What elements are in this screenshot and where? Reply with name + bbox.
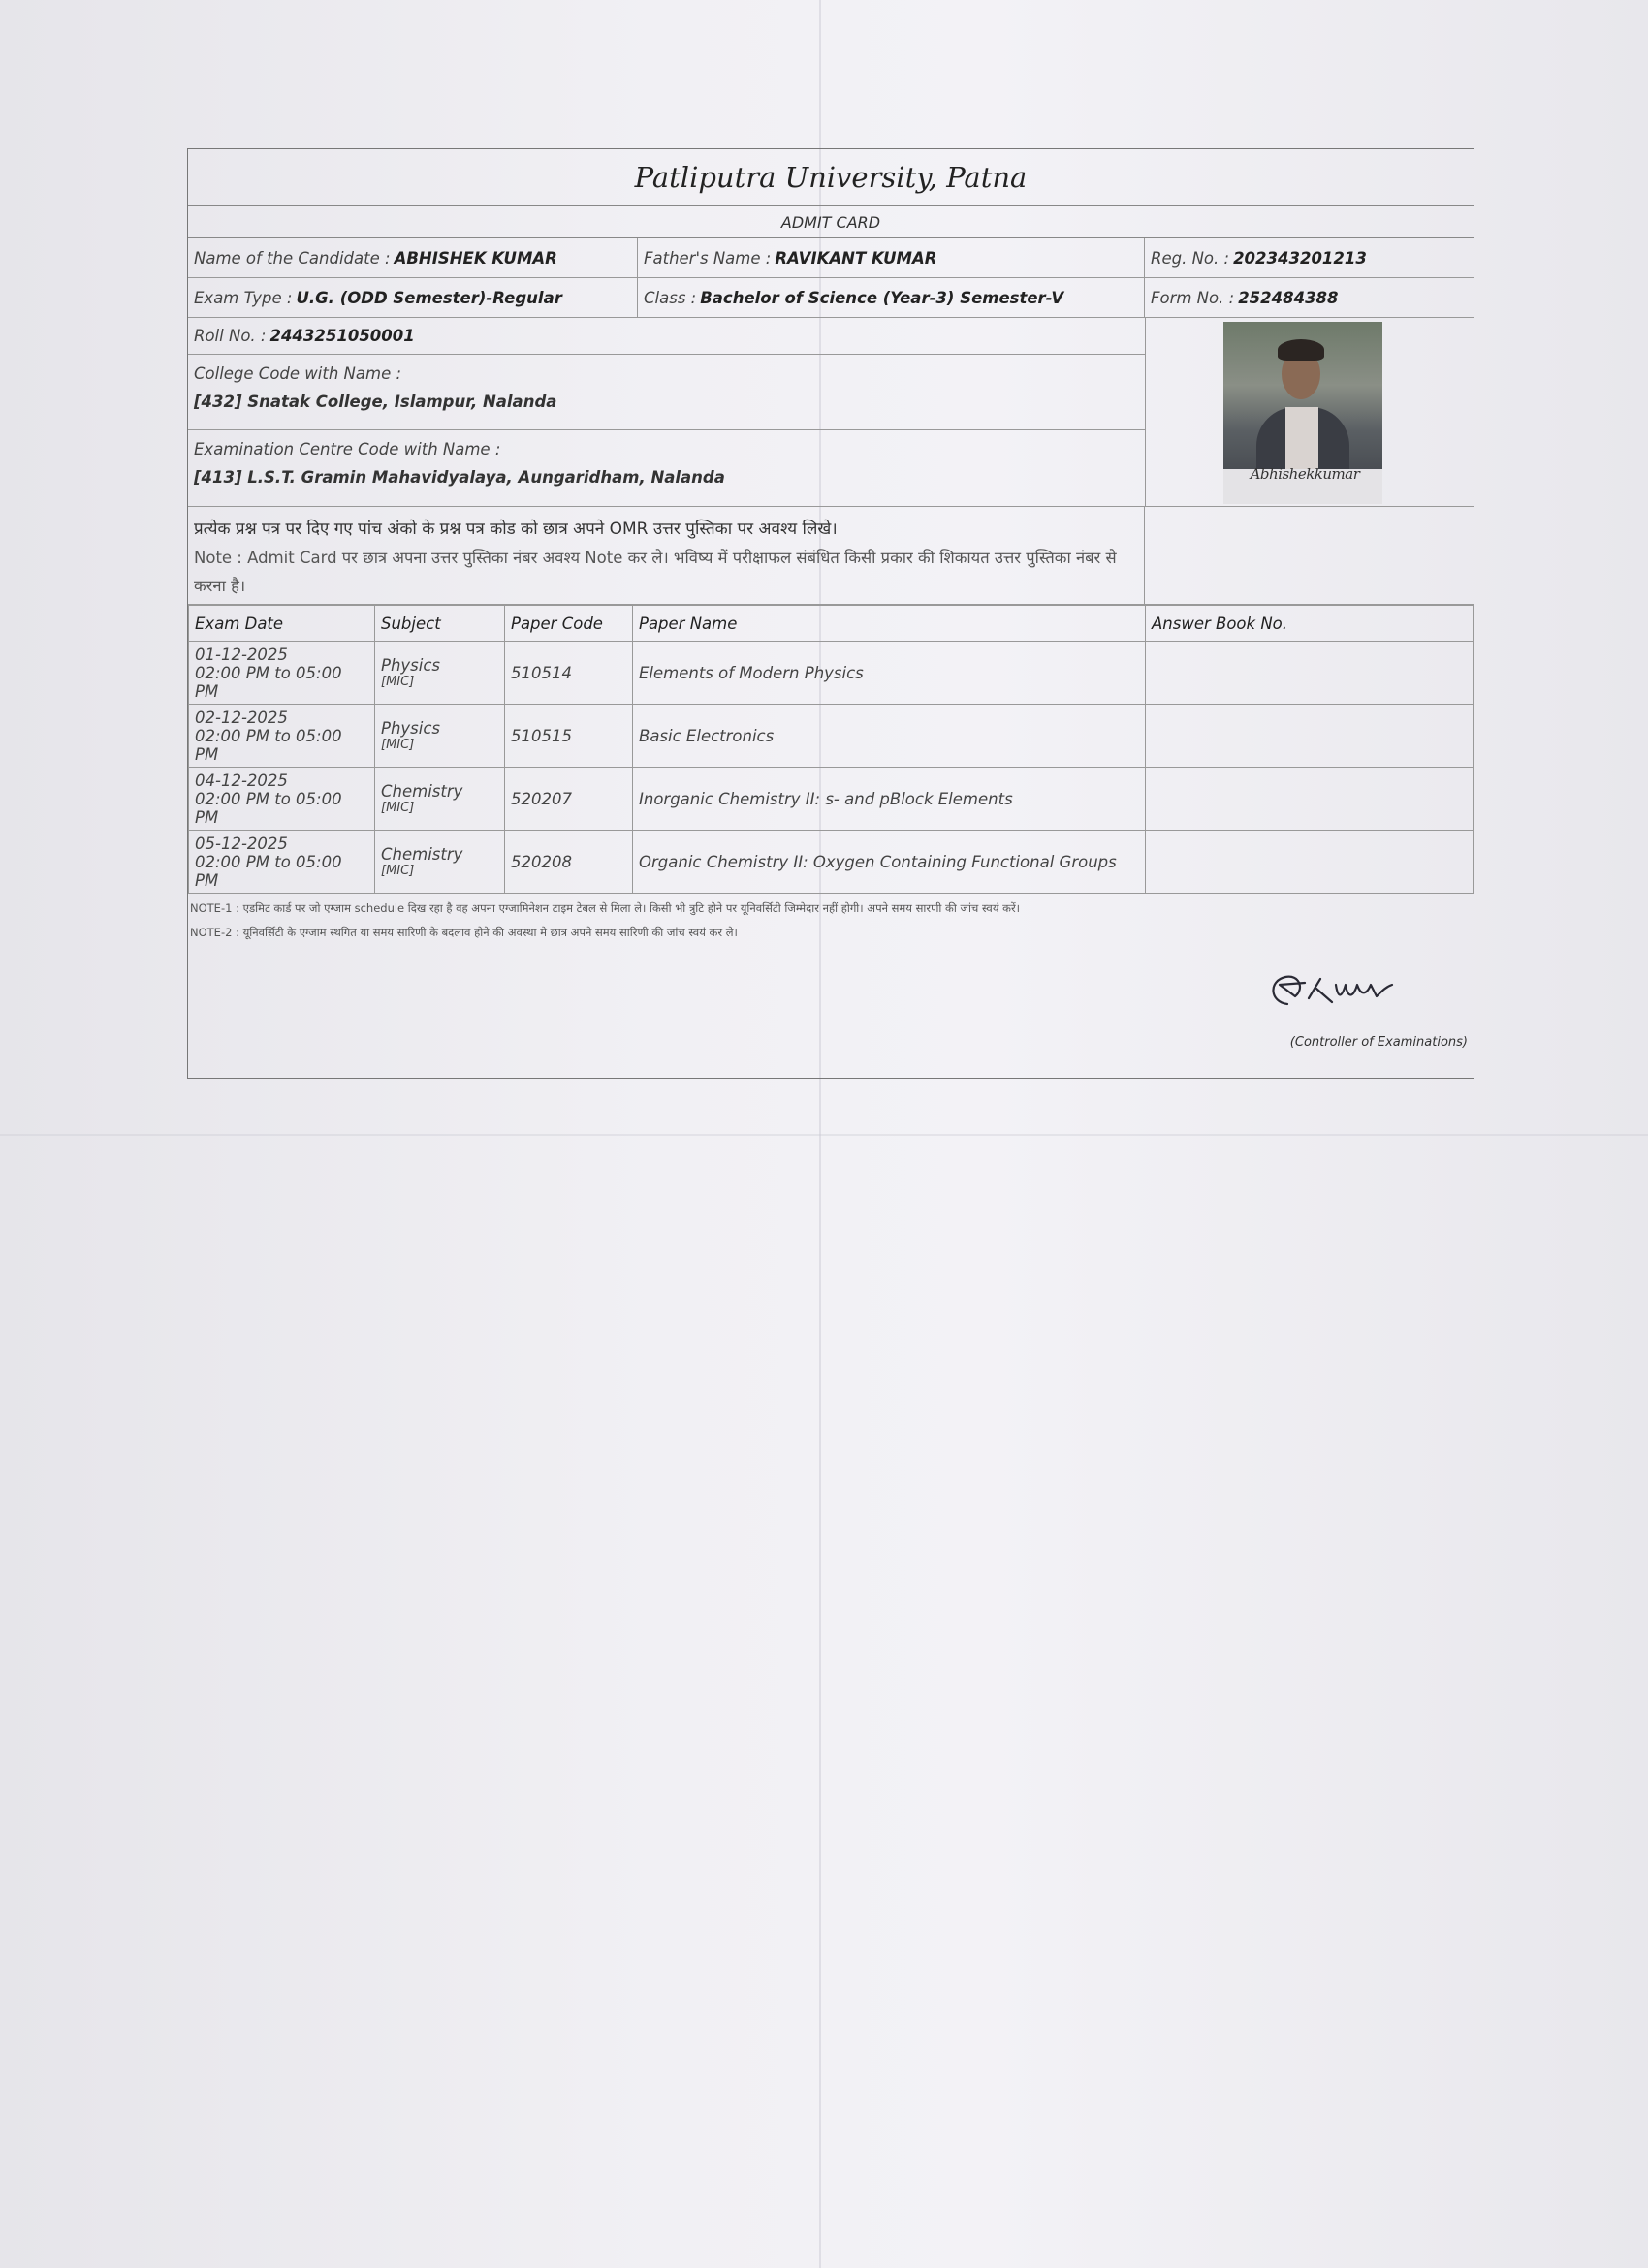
candidate-row-2 bbox=[188, 278, 1474, 318]
candidate-row-1 bbox=[188, 238, 1474, 278]
college-cell: College Code with Name : [432] Snatak College, Islampur, Nalanda bbox=[188, 355, 1145, 430]
reg-no: 202343201213 bbox=[1233, 248, 1367, 268]
paper-name-cell: Inorganic Chemistry II: s- and pBlock Elements bbox=[633, 768, 1146, 831]
instruction-answer-book: Note : Admit Card पर छात्र अपना उत्तर पुस्तिका नंबर अवश्य Note कर ले। भविष्य में परीक्षाफल संबंधित किसी प्रकार की शिकायत उत्तर पुस्तिका नंबर से करना है। bbox=[194, 549, 1117, 595]
class-value: Bachelor of Science (Year-3) Semester-V bbox=[700, 288, 1064, 307]
header-exam-date: Exam Date bbox=[189, 606, 375, 642]
subject-cell: Chemistry [MIC] bbox=[375, 768, 505, 831]
answer-book-cell bbox=[1146, 642, 1474, 705]
paper-code-cell: 520207 bbox=[505, 768, 633, 831]
exam-schedule-table bbox=[188, 605, 1474, 894]
exam-centre-cell: Examination Centre Code with Name : [413] L.S.T. Gramin Mahavidyalaya, Aungaridham, Nalanda bbox=[188, 430, 1145, 506]
candidate-name-cell: Name of the Candidate : ABHISHEK KUMAR bbox=[188, 238, 638, 277]
subject-cell: Physics [MIC] bbox=[375, 705, 505, 768]
roll-no: 2443251050001 bbox=[269, 327, 415, 345]
reg-no-cell: Reg. No. : 202343201213 bbox=[1151, 248, 1367, 268]
subject-cell: Chemistry [MIC] bbox=[375, 831, 505, 894]
exam-centre-name: [413] L.S.T. Gramin Mahavidyalaya, Aungaridham, Nalanda bbox=[194, 468, 725, 487]
details-block bbox=[188, 318, 1474, 507]
subject-cell: Physics [MIC] bbox=[375, 642, 505, 705]
paper-name-cell: Elements of Modern Physics bbox=[633, 642, 1146, 705]
note-1: NOTE-1 : एडमिट कार्ड पर जो एग्जाम schedule दिख रहा है वह अपना एग्जामिनेशन टाइम टेबल से मिला ले। किसी भी त्रुटि होने पर यूनिवर्सिटी जिम्मेदार नहीं होगी। अपने समय सारणी की जांच स्वयं करें। bbox=[190, 901, 1021, 915]
document-title: ADMIT CARD bbox=[188, 206, 1474, 238]
controller-label: (Controller of Examinations) bbox=[1289, 1035, 1468, 1050]
photo-cell bbox=[1146, 318, 1474, 506]
class-cell: Class : Bachelor of Science (Year-3) Semester-V bbox=[638, 278, 1145, 317]
table-row bbox=[189, 768, 1474, 831]
controller-signature bbox=[1260, 963, 1444, 1022]
paper-code-cell: 510515 bbox=[505, 705, 633, 768]
candidate-signature: Abhishekkumar bbox=[1250, 465, 1360, 483]
college-name: [432] Snatak College, Islampur, Nalanda bbox=[194, 393, 557, 411]
roll-no-cell: Roll No. : 2443251050001 bbox=[188, 318, 1145, 355]
form-no: 252484388 bbox=[1238, 288, 1339, 307]
admit-card bbox=[187, 148, 1474, 1079]
header-paper-name: Paper Name bbox=[633, 606, 1146, 642]
exam-date-cell: 02-12-2025 02:00 PM to 05:00 PM bbox=[189, 705, 375, 768]
exam-type: U.G. (ODD Semester)-Regular bbox=[296, 288, 562, 307]
instruction-omr: प्रत्येक प्रश्न पत्र पर दिए गए पांच अंको के प्रश्न पत्र कोड को छात्र अपने OMR उत्तर पुस्तिका पर अवश्य लिखे। bbox=[194, 519, 838, 539]
header-subject: Subject bbox=[375, 606, 505, 642]
table-row bbox=[189, 642, 1474, 705]
instructions-block bbox=[188, 507, 1474, 605]
exam-date-cell: 04-12-2025 02:00 PM to 05:00 PM bbox=[189, 768, 375, 831]
father-name: RAVIKANT KUMAR bbox=[775, 248, 937, 268]
paper-code-cell: 510514 bbox=[505, 642, 633, 705]
header-answer-book: Answer Book No. bbox=[1146, 606, 1474, 642]
paper-name-cell: Organic Chemistry II: Oxygen Containing Functional Groups bbox=[633, 831, 1146, 894]
paper-code-cell: 520208 bbox=[505, 831, 633, 894]
father-name-cell: Father's Name : RAVIKANT KUMAR bbox=[638, 238, 1145, 277]
note-2: NOTE-2 : यूनिवर्सिटी के एग्जाम स्थगित या समय सारिणी के बदलाव होने की अवस्था मे छात्र अपने समय सारिणी की जांच स्वयं कर ले। bbox=[190, 926, 738, 939]
answer-book-cell bbox=[1146, 831, 1474, 894]
exam-date-cell: 01-12-2025 02:00 PM to 05:00 PM bbox=[189, 642, 375, 705]
notes-block bbox=[188, 894, 1474, 954]
fold-line-horizontal bbox=[0, 1134, 1648, 1136]
answer-book-cell bbox=[1146, 705, 1474, 768]
form-no-cell: Form No. : 252484388 bbox=[1151, 288, 1339, 307]
paper-name-cell: Basic Electronics bbox=[633, 705, 1146, 768]
candidate-name: ABHISHEK KUMAR bbox=[394, 248, 557, 268]
exam-type-cell: Exam Type : U.G. (ODD Semester)-Regular bbox=[188, 278, 638, 317]
university-title: Patliputra University, Patna bbox=[188, 149, 1474, 206]
table-row bbox=[189, 831, 1474, 894]
answer-book-cell bbox=[1146, 768, 1474, 831]
table-row bbox=[189, 705, 1474, 768]
table-header-row bbox=[189, 606, 1474, 642]
header-paper-code: Paper Code bbox=[505, 606, 633, 642]
exam-date-cell: 05-12-2025 02:00 PM to 05:00 PM bbox=[189, 831, 375, 894]
